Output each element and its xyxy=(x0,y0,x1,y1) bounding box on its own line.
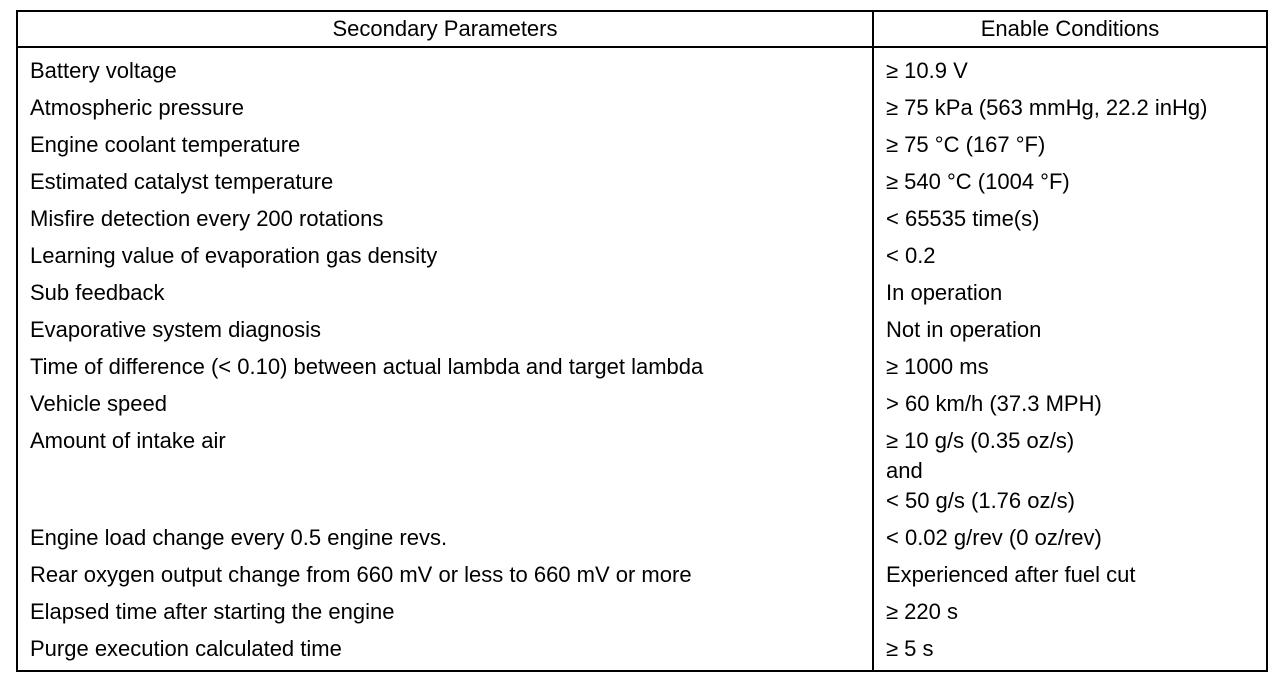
parameter-cell: Vehicle speed xyxy=(17,386,873,423)
parameter-cell: Battery voltage xyxy=(17,47,873,90)
condition-cell xyxy=(873,594,1267,631)
condition-line: < 50 g/s (1.76 oz/s) xyxy=(886,488,1075,513)
parameter-cell: Evaporative system diagnosis xyxy=(17,312,873,349)
condition-line: ≥ 220 s xyxy=(886,599,959,624)
parameter-cell: Engine coolant temperature xyxy=(17,127,873,164)
parameter-cell: Rear oxygen output change from 660 mV or less to 660 mV or more xyxy=(17,557,873,594)
parameter-cell: Sub feedback xyxy=(17,275,873,312)
table-body xyxy=(17,47,1267,671)
table-row xyxy=(17,47,1267,90)
table-row xyxy=(17,127,1267,164)
condition-line: Not in operation xyxy=(886,317,1042,342)
parameter-cell: Misfire detection every 200 rotations xyxy=(17,201,873,238)
condition-line: ≥ 75 °C (167 °F) xyxy=(886,132,1046,157)
condition-cell xyxy=(873,312,1267,349)
table-row xyxy=(17,386,1267,423)
condition-line: ≥ 10 g/s (0.35 oz/s) xyxy=(886,428,1075,453)
condition-line: ≥ 5 s xyxy=(886,636,934,661)
table-row xyxy=(17,423,1267,520)
condition-line: ≥ 540 °C (1004 °F) xyxy=(886,169,1070,194)
condition-cell xyxy=(873,238,1267,275)
table-row xyxy=(17,557,1267,594)
condition-cell xyxy=(873,90,1267,127)
table-row xyxy=(17,520,1267,557)
condition-cell xyxy=(873,557,1267,594)
parameter-cell: Elapsed time after starting the engine xyxy=(17,594,873,631)
condition-line: > 60 km/h (37.3 MPH) xyxy=(886,391,1102,416)
condition-line: Experienced after fuel cut xyxy=(886,562,1136,587)
table-row xyxy=(17,349,1267,386)
condition-cell xyxy=(873,386,1267,423)
parameter-cell: Estimated catalyst temperature xyxy=(17,164,873,201)
condition-cell xyxy=(873,164,1267,201)
parameter-cell: Time of difference (< 0.10) between actual lambda and target lambda xyxy=(17,349,873,386)
condition-line: < 65535 time(s) xyxy=(886,206,1040,231)
condition-cell xyxy=(873,127,1267,164)
header-secondary-parameters: Secondary Parameters xyxy=(17,11,873,47)
condition-cell xyxy=(873,423,1267,520)
table-row xyxy=(17,164,1267,201)
condition-line: In operation xyxy=(886,280,1003,305)
condition-line: ≥ 75 kPa (563 mmHg, 22.2 inHg) xyxy=(886,95,1208,120)
parameter-cell: Engine load change every 0.5 engine revs. xyxy=(17,520,873,557)
table-row xyxy=(17,594,1267,631)
condition-line: and xyxy=(886,458,923,483)
condition-cell xyxy=(873,520,1267,557)
parameter-cell: Atmospheric pressure xyxy=(17,90,873,127)
parameter-cell: Amount of intake air xyxy=(17,423,873,520)
header-enable-conditions: Enable Conditions xyxy=(873,11,1267,47)
table-header-row xyxy=(17,11,1267,47)
table-row xyxy=(17,90,1267,127)
parameter-cell: Purge execution calculated time xyxy=(17,631,873,671)
condition-line: ≥ 10.9 V xyxy=(886,58,968,83)
table-row xyxy=(17,631,1267,671)
table-row xyxy=(17,238,1267,275)
condition-cell xyxy=(873,201,1267,238)
table-row xyxy=(17,275,1267,312)
table-row xyxy=(17,201,1267,238)
enable-conditions-table xyxy=(16,10,1268,672)
table-row xyxy=(17,312,1267,349)
parameter-cell: Learning value of evaporation gas density xyxy=(17,238,873,275)
condition-cell xyxy=(873,47,1267,90)
condition-cell xyxy=(873,349,1267,386)
condition-line: ≥ 1000 ms xyxy=(886,354,989,379)
condition-cell xyxy=(873,631,1267,671)
condition-line: < 0.2 xyxy=(886,243,936,268)
condition-line: < 0.02 g/rev (0 oz/rev) xyxy=(886,525,1102,550)
condition-cell xyxy=(873,275,1267,312)
